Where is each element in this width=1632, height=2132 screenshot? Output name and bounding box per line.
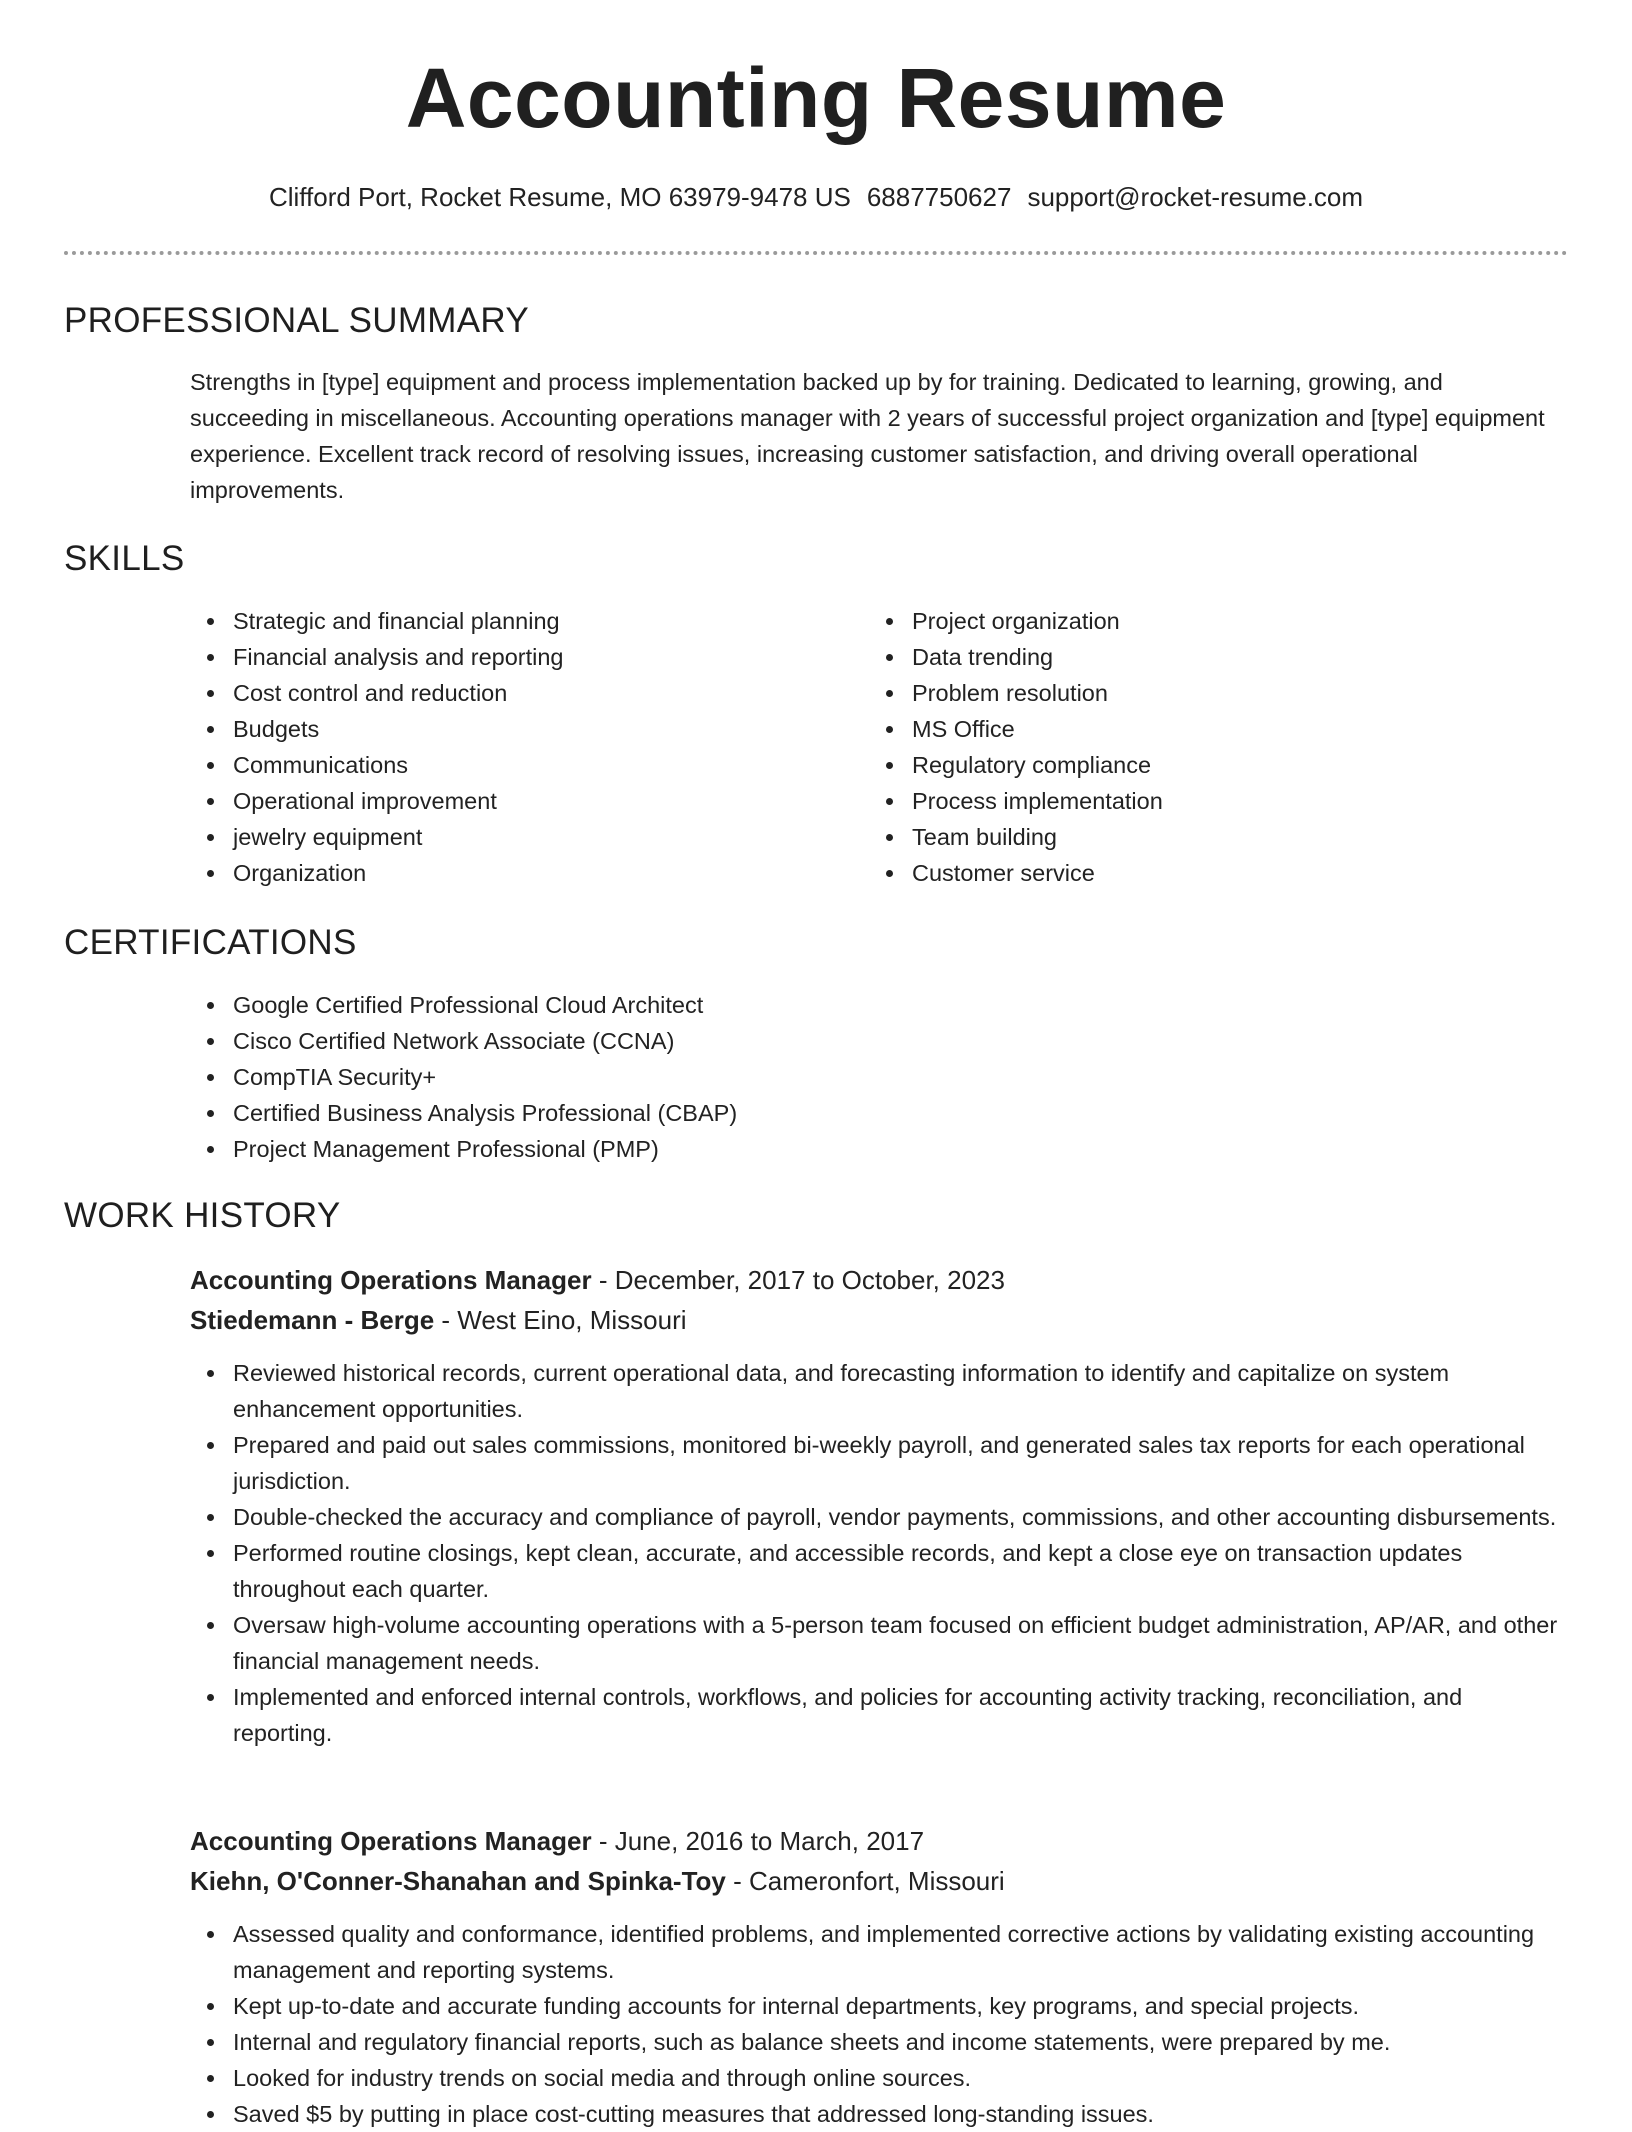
job-company: Stiedemann - Berge [190,1305,435,1335]
skill-item: Cost control and reduction [190,675,830,711]
certification-item: Project Management Professional (PMP) [190,1131,1490,1167]
job-duties-list [190,1916,1560,2132]
certifications-heading: CERTIFICATIONS [64,923,357,962]
skill-item: Budgets [190,711,830,747]
skill-item: jewelry equipment [190,819,830,855]
header-divider [64,251,1568,255]
skills-list-right [869,603,1509,891]
work-history-heading: WORK HISTORY [64,1196,341,1235]
certification-item: Certified Business Analysis Professional (CBAP) [190,1095,1490,1131]
job-location: - West Eino, Missouri [434,1305,687,1335]
skill-item: Process implementation [869,783,1509,819]
job-duty: Kept up-to-date and accurate funding accounts for internal departments, key programs, and special projects. [190,1988,1560,2024]
job-title-line [190,1262,1005,1298]
job-duty: Internal and regulatory financial reports, such as balance sheets and income statements, were prepared by me. [190,2024,1560,2060]
skill-item: Financial analysis and reporting [190,639,830,675]
skill-item: Data trending [869,639,1509,675]
summary-heading: PROFESSIONAL SUMMARY [64,301,529,340]
job-title: Accounting Operations Manager [190,1826,592,1856]
job-duty: Implemented and enforced internal controls, workflows, and policies for accounting activity tracking, reconciliation, and reporting. [190,1679,1560,1751]
contact-phone: 6887750627 [866,182,1012,212]
job-company-line [190,1863,1005,1899]
contact-address: Clifford Port, Rocket Resume, MO 63979-9478 US [268,182,851,212]
skill-item: Communications [190,747,830,783]
job-dates: - December, 2017 to October, 2023 [591,1265,1005,1295]
contact-email: support@rocket-resume.com [1027,182,1364,212]
job-duty: Performed routine closings, kept clean, accurate, and accessible records, and kept a close eye on transaction updates throughout each quarter. [190,1535,1560,1607]
skill-item: Team building [869,819,1509,855]
skill-item: Regulatory compliance [869,747,1509,783]
certification-item: Cisco Certified Network Associate (CCNA) [190,1023,1490,1059]
skill-item: Operational improvement [190,783,830,819]
skill-item: Problem resolution [869,675,1509,711]
job-duty: Oversaw high-volume accounting operations with a 5-person team focused on efficient budget administration, AP/AR, and other financial management needs. [190,1607,1560,1679]
job-duty: Double-checked the accuracy and compliance of payroll, vendor payments, commissions, and other accounting disbursements. [190,1499,1560,1535]
job-location: - Cameronfort, Missouri [725,1866,1005,1896]
skills-list-left [190,603,830,891]
resume-title: Accounting Resume [405,51,1227,145]
skill-item: Customer service [869,855,1509,891]
skill-item: Project organization [869,603,1509,639]
job-duty: Assessed quality and conformance, identified problems, and implemented corrective actions by validating existing accounting management and reporting systems. [190,1916,1560,1988]
job-duty: Saved $5 by putting in place cost-cutting measures that addressed long-standing issues. [190,2096,1560,2132]
skill-item: MS Office [869,711,1509,747]
job-company-line [190,1302,687,1338]
skill-item: Organization [190,855,830,891]
job-duties-list [190,1355,1560,1751]
job-title: Accounting Operations Manager [190,1265,592,1295]
certifications-list [190,987,1490,1167]
job-title-line [190,1823,924,1859]
job-duty: Reviewed historical records, current operational data, and forecasting information to identify and capitalize on system enhancement opportunities. [190,1355,1560,1427]
certification-item: Google Certified Professional Cloud Architect [190,987,1490,1023]
skill-item: Strategic and financial planning [190,603,830,639]
job-company: Kiehn, O'Conner-Shanahan and Spinka-Toy [190,1866,726,1896]
certification-item: CompTIA Security+ [190,1059,1490,1095]
job-duty: Prepared and paid out sales commissions, monitored bi-weekly payroll, and generated sales tax reports for each operational jurisdiction. [190,1427,1560,1499]
job-duty: Looked for industry trends on social media and through online sources. [190,2060,1560,2096]
contact-line [0,181,1632,215]
job-dates: - June, 2016 to March, 2017 [591,1826,925,1856]
summary-text: Strengths in [type] equipment and process implementation backed up by for training. Dedicated to learning, growing, and succeeding in miscellaneous. Accounting operations manager with 2 years of successful project organization and [type] equipment experience. Excellent track record of resolving issues, increasing customer satisfaction, and driving overall operational improvements. [190,369,1545,503]
skills-heading: SKILLS [64,539,185,578]
